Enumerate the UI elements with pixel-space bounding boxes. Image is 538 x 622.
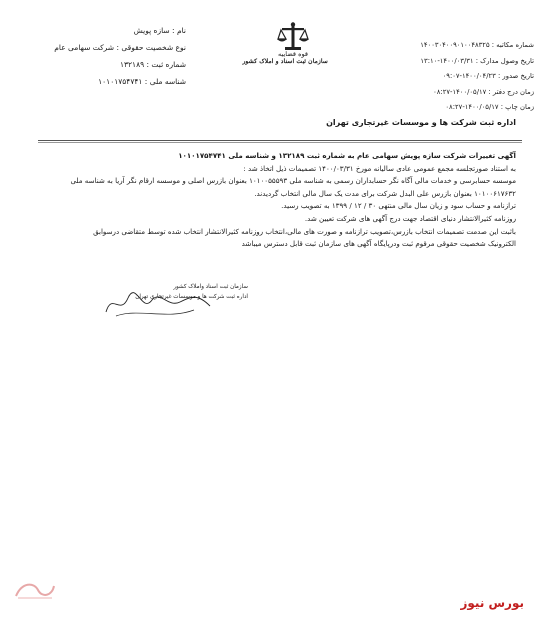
company-name: نام : سازه پویش [133, 26, 186, 35]
body-line-7: باثبت این صدمت تصمیمات انتخاب بازرس،تصویب ترازنامه و صورت های مالی،انتخاب روزنامه کثیرالانتشار انتخاب شده توسط متقاضی درسوابق [93, 226, 516, 236]
document-meta [354, 38, 534, 116]
body-line-8: الکترونیک شخصیت حقوقی مرقوم ثبت ودرپایگاه آگهی های سازمان ثبت قابل دسترس میباشد [241, 239, 516, 249]
meta-print-time: زمان چاپ : ۱۴۰۰/۰۵/۱۷-۰۸:۲۷ [445, 103, 534, 111]
signature-org: سازمان ثبت اسناد واملاک کشور [173, 284, 248, 290]
signature-scribble-icon [98, 286, 248, 322]
meta-issued: تاریخ صدور : ۱۴۰۰/۰۴/۲۳-۰۹:۰۷ [442, 72, 534, 80]
department-title: اداره ثبت شرکت ها و موسسات غیرتجاری تهران [326, 118, 516, 127]
scales-emblem-icon [276, 22, 310, 52]
body-line-2: به استناد صورتجلسه مجمع عمومی عادی سالیانه مورخ ۱۴۰۰/۰۳/۳۱ تصمیمات ذیل اتخاذ شد : [243, 163, 516, 173]
company-national-id: شناسه ملی : ۱۰۱۰۱۷۵۴۷۴۱ [98, 77, 186, 86]
body-line-3: موسسه حسابرسی و خدمات مالی آگاه نگر حسابداران رسمی به شناسه ملی ۱۰۱۰۰۵۵۵۹۳ بعنوان بازرس اصلی و موسسه ارقام نگر آریا به شناسه ملی [70, 176, 516, 186]
judiciary-emblem [242, 22, 328, 74]
header-divider [38, 140, 522, 141]
company-legal-type: نوع شخصیت حقوقی : شرکت سهامی عام [54, 43, 186, 52]
body-line-5: ترازنامه و حساب سود و زیان سال مالی منتهی ۳۰ / ۱۲ / ۱۳۹۹ به تصویب رسید. [281, 201, 516, 211]
signature-dept: اداره ثبت شرکت ها و موسسات غیرتجاری تهران [135, 294, 248, 300]
emblem-caption-registry: سازمان ثبت اسناد و املاک کشور [242, 58, 328, 65]
meta-entry-time: زمان درج دفتر : ۱۴۰۰/۰۵/۱۷-۰۸:۲۷ [433, 87, 534, 96]
meta-doc-no: شماره مکاتبه : ۱۴۰۰۳۰۴۰۰۹۰۱۰۰۴۸۳۲۵ [420, 41, 534, 49]
company-info [16, 22, 186, 90]
emblem-caption-judiciary: قوه قضاییه [278, 50, 308, 58]
body-line-1: آگهی تغییرات شرکت سازه پویش سهامی عام به شماره ثبت ۱۳۲۱۸۹ و شناسه ملی ۱۰۱۰۱۷۵۴۷۴۱ [178, 151, 516, 160]
header-divider-secondary [38, 142, 522, 143]
brand-watermark: بورس نیوز [460, 596, 524, 610]
company-reg-no: شماره ثبت : ۱۳۲۱۸۹ [119, 60, 186, 69]
signature-block [98, 282, 248, 342]
meta-received: تاریخ وصول مدارک : ۱۴۰۰/۰۳/۳۱-۱۳:۱۰ [420, 56, 534, 65]
body-line-6: روزنامه کثیرالانتشار دنیای اقتصاد جهت درج آگهی های شرکت تعیین شد. [304, 213, 516, 223]
announcement-body [46, 150, 516, 251]
watermark-logo-icon [12, 578, 58, 602]
body-line-4: ۱۰۱۰۰۶۱۷۶۳۲ بعنوان بازرس علی البدل شرکت برای مدت یک سال مالی انتخاب گردیدند. [254, 188, 516, 198]
